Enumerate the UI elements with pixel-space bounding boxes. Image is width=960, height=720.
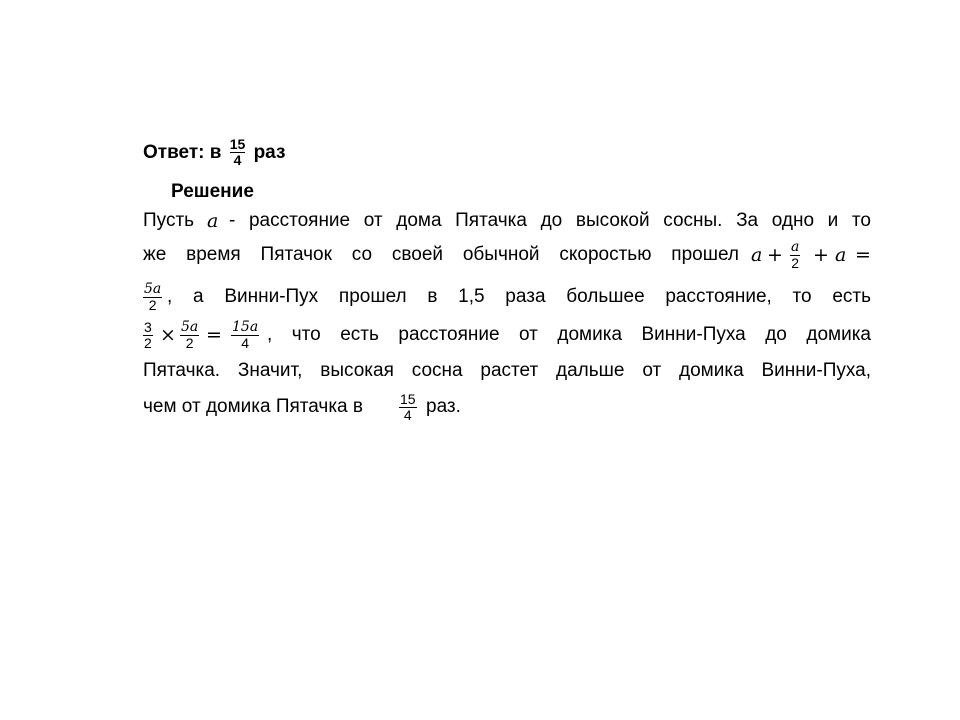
math-operator: + [813, 244, 829, 266]
solution-heading: Решение [171, 181, 254, 202]
fraction-numerator: 15a [232, 319, 259, 335]
text-span: Пятачка. Значит, высокая сосна растет дальше от домика Винни-Пуха, [143, 360, 871, 381]
math-fraction [180, 320, 199, 351]
answer-label: Ответ: в [143, 142, 222, 163]
text-span: - расстояние от дома Пятачка до высокой сосны. За одно и то [229, 210, 871, 231]
text-span: , а Винни-Пух прошел в 1,5 раза большее расстояние, то есть [167, 286, 871, 307]
fraction-denominator: 2 [148, 297, 157, 313]
fraction-denominator: 2 [185, 335, 194, 351]
math-fraction [231, 320, 259, 351]
math-variable: a [207, 210, 219, 232]
solution-document [143, 128, 871, 436]
math-fraction [143, 282, 162, 313]
math-fraction [143, 320, 153, 351]
solution-line-6 [143, 392, 871, 422]
fraction-denominator: 4 [233, 152, 242, 169]
math-fraction [399, 392, 417, 423]
text-span: , что есть расстояние от домика Винни-Пуха до домика [267, 324, 871, 345]
math-operator: = [855, 244, 871, 266]
answer-suffix: раз [253, 142, 286, 163]
solution-line-3 [143, 282, 871, 312]
fraction-numerator: 15 [229, 136, 246, 153]
math-variable: a [751, 244, 763, 266]
solution-line-1 [143, 206, 871, 236]
fraction-denominator: 2 [791, 255, 800, 271]
fraction-denominator: 4 [403, 407, 412, 423]
solution-paragraph [143, 206, 871, 436]
text-span: же время Пятачок со своей обычной скоростью прошел [143, 244, 739, 265]
solution-line-5 [143, 356, 871, 386]
fraction-numerator: a [791, 239, 800, 255]
math-operator: + [767, 244, 783, 266]
fraction-numerator: 5a [181, 319, 199, 335]
answer-fraction [230, 137, 246, 168]
math-operator: = [206, 324, 222, 346]
answer-line [143, 128, 871, 178]
fraction-denominator: 2 [144, 335, 152, 351]
text-span: Пусть [143, 210, 195, 231]
solution-line-4 [143, 320, 871, 350]
solution-line-2 [143, 240, 871, 270]
fraction-numerator: 5a [144, 281, 162, 297]
text-span: чем от домика Пятачка в [143, 396, 363, 417]
math-variable: a [835, 244, 847, 266]
text-span: раз. [426, 396, 461, 417]
math-fraction [790, 240, 800, 271]
fraction-numerator: 15 [400, 391, 416, 407]
fraction-numerator: 3 [144, 319, 152, 335]
math-operator: × [160, 324, 176, 346]
fraction-denominator: 4 [241, 335, 249, 351]
